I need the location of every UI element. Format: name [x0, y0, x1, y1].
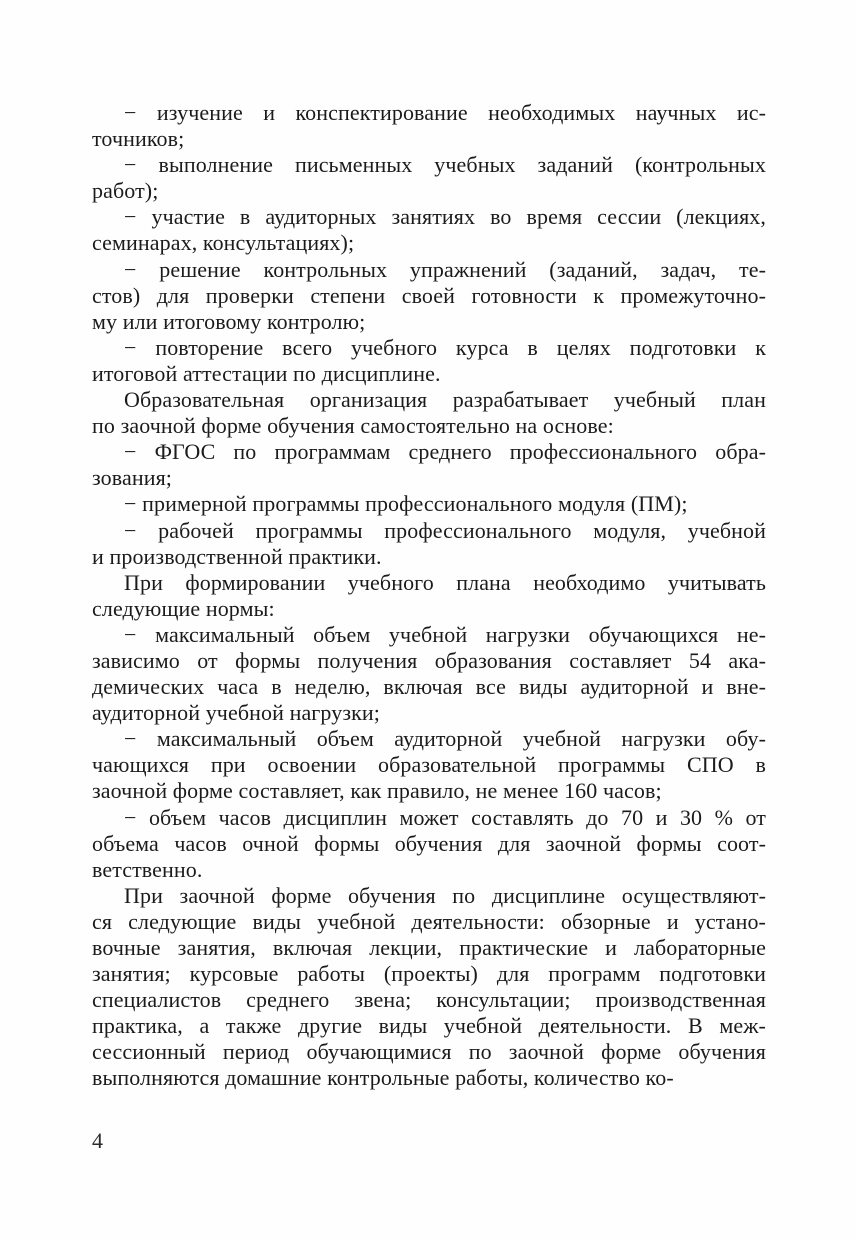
text-line: точников; — [92, 126, 185, 152]
text-line: − максимальный объем аудиторной учебной нагрузки обу- — [124, 726, 766, 752]
paragraph — [92, 439, 766, 491]
text-line: − повторение всего учебного курса в целях подготовки к — [124, 334, 766, 360]
text-line: − участие в аудиторных занятиях во время сессии (лекциях, — [124, 204, 766, 230]
text-line: сессионный период обучающимися по заочной форме обучения — [92, 1039, 766, 1065]
text-line: объема часов очной формы обучения для заочной формы соот- — [92, 830, 766, 856]
text-line: − объем часов дисциплин может составлять до 70 и 30 % от — [124, 804, 766, 830]
text-line: Образовательная организация разрабатывает учебный план — [124, 387, 766, 413]
text-line: При формировании учебного плана необходимо учитывать — [124, 569, 766, 595]
text-line: зависимо от формы получения образования составляет 54 ака- — [92, 647, 766, 673]
paragraph — [92, 152, 766, 204]
text-line: − максимальный объем учебной нагрузки обучающихся не- — [124, 621, 766, 647]
text-line: следующие нормы: — [92, 595, 275, 621]
paragraph — [92, 100, 766, 152]
paragraph — [92, 805, 766, 883]
text-line: работ); — [92, 178, 159, 204]
text-line: При заочной форме обучения по дисциплине осуществляют- — [124, 882, 766, 908]
paragraph — [92, 622, 766, 726]
text-line: − рабочей программы профессионального модуля, учебной — [124, 517, 766, 543]
text-line: по заочной форме обучения самостоятельно на основе: — [92, 413, 614, 439]
paragraph — [92, 491, 766, 517]
text-line: му или итоговому контролю; — [92, 308, 366, 334]
text-line: и производственной практики. — [92, 543, 382, 569]
paragraph — [92, 570, 766, 622]
text-line: − решение контрольных упражнений (заданий, задач, те- — [124, 256, 766, 282]
text-line: ся следующие виды учебной деятельности: обзорные и устано- — [92, 908, 766, 934]
text-line: итоговой аттестации по дисциплине. — [92, 360, 441, 386]
text-line: ветственно. — [92, 856, 203, 882]
paragraph — [92, 204, 766, 256]
text-line: занятия; курсовые работы (проекты) для программ подготовки — [92, 961, 766, 987]
paragraph — [92, 257, 766, 335]
text-line: демических часа в неделю, включая все виды аудиторной и вне- — [92, 674, 766, 700]
paragraph — [92, 726, 766, 804]
text-line: аудиторной учебной нагрузки; — [92, 700, 381, 726]
paragraph — [92, 387, 766, 439]
text-line: − ФГОС по программам среднего профессионального обра- — [124, 439, 766, 465]
text-line: выполняются домашние контрольные работы, количество ко- — [92, 1065, 674, 1091]
text-line: семинарах, консультациях); — [92, 230, 355, 256]
paragraph — [92, 518, 766, 570]
text-line: стов) для проверки степени своей готовности к промежуточно- — [92, 282, 766, 308]
paragraph — [92, 335, 766, 387]
text-line: практика, а также другие виды учебной деятельности. В меж- — [92, 1013, 766, 1039]
text-line: чающихся при освоении образовательной программы СПО в — [92, 752, 766, 778]
text-line: специалистов среднего звена; консультации; производственная — [92, 987, 766, 1013]
text-line: заочной форме составляет, как правило, не менее 160 часов; — [92, 778, 662, 804]
text-line: − выполнение письменных учебных заданий (контрольных — [124, 152, 766, 178]
body-text-block — [92, 100, 766, 1092]
text-line: − изучение и конспектирование необходимых научных ис- — [124, 100, 766, 125]
page-number: 4 — [92, 1128, 103, 1153]
text-line: вочные занятия, включая лекции, практические и лабораторные — [92, 935, 766, 960]
paragraph — [92, 883, 766, 1092]
text-line: зования; — [92, 465, 173, 491]
text-line: − примерной программы профессионального модуля (ПМ); — [124, 491, 688, 517]
